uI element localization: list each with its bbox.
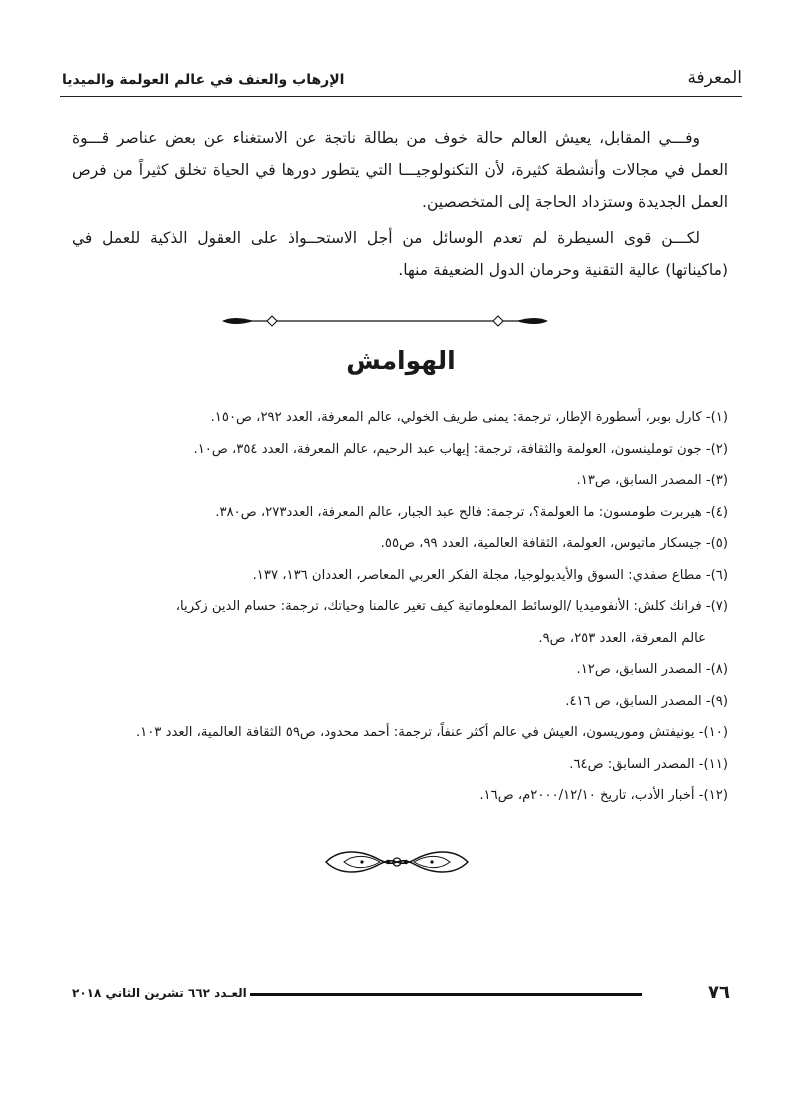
- header-divider: [60, 96, 742, 97]
- footnote-text: (١)- كارل بوبر، أسطورة الإطار، ترجمة: يمنى طريف الخولي، عالم المعرفة، العدد ٢٩٢، ص١٥٠.: [210, 410, 728, 425]
- footnote-10: [76, 717, 728, 749]
- footnote-text: (٢)- جون توملينسون، العولمة والثقافة، ترجمة: إيهاب عبد الرحيم، عالم المعرفة، العدد ٣٥٤، ص١٠.: [193, 441, 728, 457]
- footnote-9: [76, 686, 728, 718]
- footnote-12: [76, 780, 728, 812]
- footnote-text: (٧)- فرانك كلش: الأنفوميديا /الوسائط المعلوماتية كيف تغير عالمنا وحياتك، ترجمة: حسام الدين زكريا،: [175, 599, 728, 614]
- footnote-text: (٥)- جيسكار ماتيوس، العولمة، الثقافة العالمية، العدد ٩٩، ص٥٥.: [380, 536, 728, 551]
- footnote-3: [76, 465, 728, 497]
- footnote-text: (١٠)- يونيفتش وموريسون، العيش في عالم أكثر عنفاً، ترجمة: أحمد محدود، ص٥٩ الثقافة العالمية، العدد ١٠٣.: [135, 725, 728, 740]
- footnote-2: [76, 434, 728, 466]
- page-number: ٧٦: [708, 982, 730, 1003]
- running-header-title: الإرهاب والعنف في عالم العولمة والميديا: [62, 72, 345, 88]
- footnote-text: (١١)- المصدر السابق: ص٦٤.: [569, 756, 728, 772]
- footnote-8: [76, 654, 728, 686]
- footnote-text: (٣)- المصدر السابق، ص١٣.: [576, 473, 728, 488]
- footnote-text: (٩)- المصدر السابق، ص ٤١٦.: [565, 693, 728, 709]
- footnote-continuation: عالم المعرفة، العدد ٢٥٣، ص٩.: [538, 630, 706, 646]
- footnote-4: [76, 497, 728, 529]
- footnote-1: [76, 402, 728, 434]
- footnote-5: [76, 528, 728, 560]
- footer-divider: [250, 993, 642, 996]
- body-text: [72, 122, 728, 290]
- footnote-11: [76, 749, 728, 781]
- footnote-text: (٦)- مطاع صفدي: السوق والأيديولوجيا، مجلة الفكر العربي المعاصر، العددان ١٣٦، ١٣٧.: [252, 567, 728, 583]
- footnotes-list: [76, 402, 728, 812]
- ornament-divider: [220, 311, 550, 331]
- paragraph-2: لكـــن قوى السيطرة لم تعدم الوسائل من أجل الاستحــواذ على العقول الذكية للعمل في (ماكيناتها) عالية التقنية وحرمان الدول الضعيفة منها.: [72, 229, 728, 279]
- footnote-text: (٨)- المصدر السابق، ص١٢.: [576, 662, 728, 677]
- footnote-7: [76, 591, 728, 654]
- magazine-logo: المعرفة: [687, 68, 742, 88]
- footnote-text: (٤)- هيربرت طومسون: ما العولمة؟، ترجمة: فالح عبد الجبار، عالم المعرفة، العدد٢٧٣، ص٣٨٠.: [215, 504, 728, 520]
- issue-info: العـدد ٦٦٢ تشرين الثاني ٢٠١٨: [72, 986, 247, 1000]
- section-title-footnotes: الهوامش: [346, 346, 456, 375]
- footnote-6: [76, 560, 728, 592]
- footnote-text: (١٢)- أخبار الأدب، تاريخ ٢٠٠٠/١٢/١٠م، ص١٦.: [479, 788, 728, 803]
- paragraph-1: وفـــي المقابل، يعيش العالم حالة خوف من بطالة ناتجة عن الاستغناء عن بعض عناصر قـــوة العمل في مجالات وأنشطة كثيرة، لأن التكنولوجيـــا التي يتطور دورها في الحياة تخلق كثيراً من فرص العمل الجديدة وستزداد الحاجة إلى المتخصصين.: [72, 129, 728, 211]
- end-ornament: [322, 842, 472, 882]
